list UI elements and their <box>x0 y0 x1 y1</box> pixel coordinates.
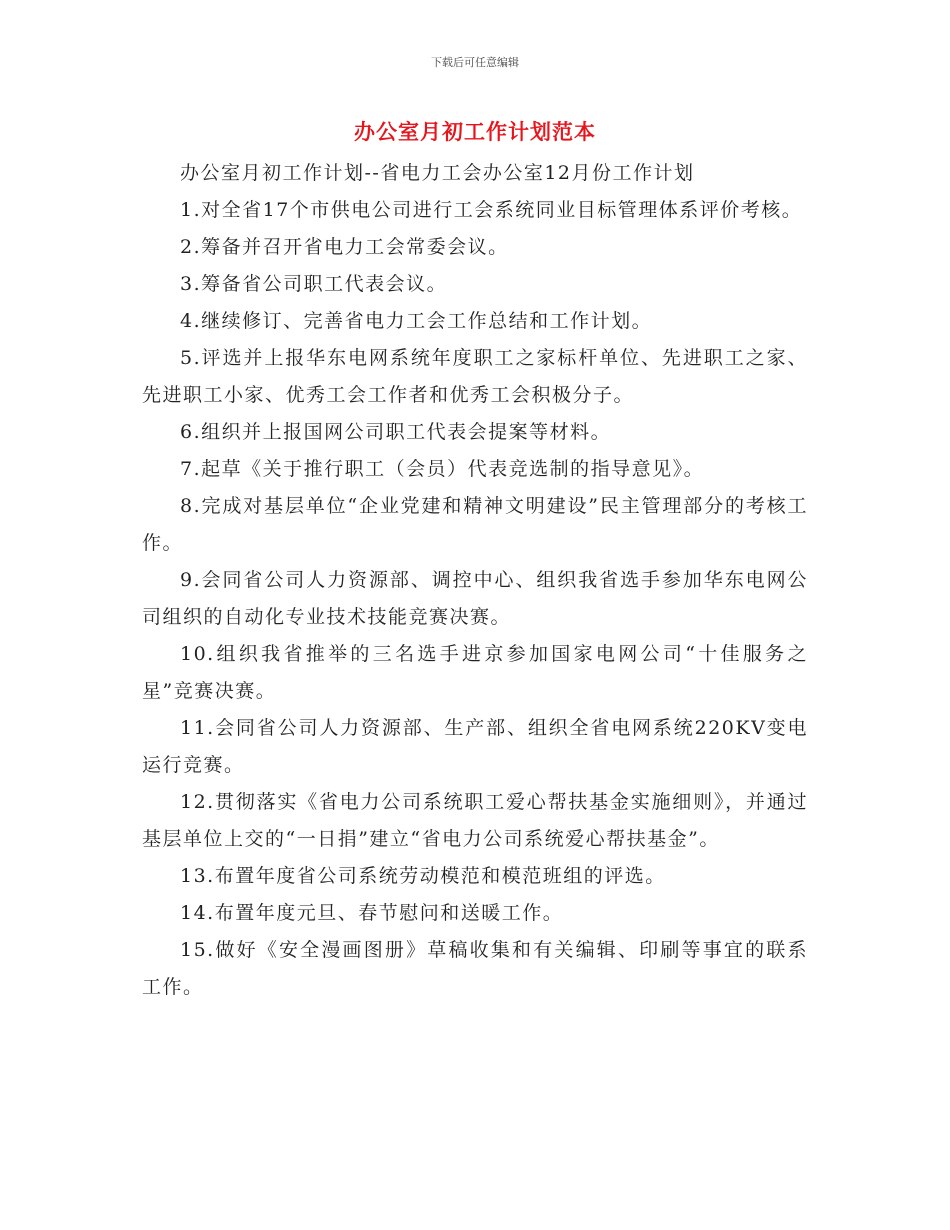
document-body <box>142 155 808 1006</box>
list-item: 1.对全省17个市供电公司进行工会系统同业目标管理体系评价考核。 <box>180 199 803 221</box>
list-item: 8.完成对基层单位“企业党建和精神文明建设”民主管理部分的考核工作。 <box>142 495 808 554</box>
list-item: 4.继续修订、完善省电力工会工作总结和工作计划。 <box>180 310 653 332</box>
list-item: 11.会同省公司人力资源部、生产部、组织全省电网系统220KV变电运行竞赛。 <box>142 717 808 776</box>
list-item: 7.起草《关于推行职工（会员）代表竞选制的指导意见》。 <box>180 458 705 480</box>
list-item: 6.组织并上报国网公司职工代表会提案等材料。 <box>180 421 612 443</box>
list-item: 13.布置年度省公司系统劳动模范和模范班组的评选。 <box>180 865 666 887</box>
list-item: 5.评选并上报华东电网系统年度职工之家标杆单位、先进职工之家、先进职工小家、优秀工会工作者和优秀工会积极分子。 <box>142 347 808 406</box>
list-item: 12.贯彻落实《省电力公司系统职工爱心帮扶基金实施细则》，并通过基层单位上交的“一日捐”建立“省电力公司系统爱心帮扶基金”。 <box>142 791 808 850</box>
list-item: 14.布置年度元旦、春节慰问和送暖工作。 <box>180 902 564 924</box>
list-item: 10.组织我省推举的三名选手进京参加国家电网公司“十佳服务之星”竞赛决赛。 <box>142 643 808 702</box>
list-item: 3.筹备省公司职工代表会议。 <box>180 273 448 295</box>
list-item: 9.会同省公司人力资源部、调控中心、组织我省选手参加华东电网公司组织的自动化专业技术技能竞赛决赛。 <box>142 569 808 628</box>
page-header-note: 下载后可任意编辑 <box>431 56 519 69</box>
document-title: 办公室月初工作计划范本 <box>354 120 596 144</box>
paragraph-intro: 办公室月初工作计划--省电力工会办公室12月份工作计划 <box>180 162 695 184</box>
list-item: 15.做好《安全漫画图册》草稿收集和有关编辑、印刷等事宜的联系工作。 <box>142 939 808 998</box>
list-item: 2.筹备并召开省电力工会常委会议。 <box>180 236 509 258</box>
